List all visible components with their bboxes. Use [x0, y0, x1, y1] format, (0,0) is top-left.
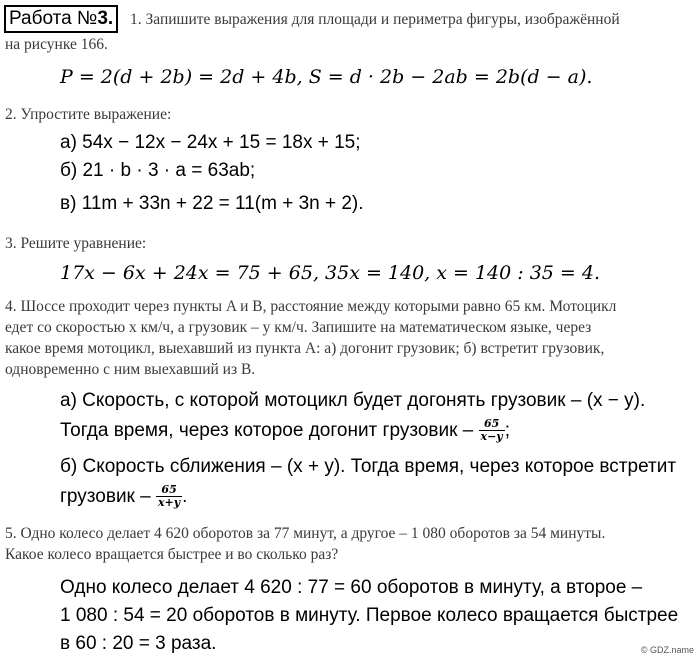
answer-5-line-2: 1 080 : 54 = 20 оборотов в минуту. Первое колесо вращается быстрее — [60, 605, 679, 626]
task-5-line-2: Какое колесо вращается быстрее и во сколько раз? — [5, 546, 339, 563]
answer-2b: б) 21 · b · 3 · a = 63ab; — [60, 160, 256, 181]
task-1-text-cont: на рисунке 166. — [5, 36, 108, 53]
work-title: Работа №3. — [4, 5, 118, 33]
answer-4-line-1: а) Скорость, с которой мотоцикл будет догонять грузовик – (x − y). — [60, 390, 646, 411]
task-1-text: 1. Запишите выражения для площади и периметра фигуры, изображённой — [130, 11, 620, 28]
fraction-catch-up: $\frac{65}{x-y}$ — [480, 417, 503, 444]
task-2-text: 2. Упростите выражение: — [5, 106, 172, 123]
answer-1: P = 2(d + 2b) = 2d + 4b, S = d · 2b − 2ab = 2b(d − a). — [60, 66, 593, 88]
task-4-line-3: какое время мотоцикл, выехавший из пункта A: а) догонит грузовик; б) встретит грузовик, — [5, 340, 605, 357]
answer-5-line-3: в 60 : 20 = 3 раза. — [60, 633, 217, 654]
answer-4-line-2: Тогда время, через которое догонит грузовик – $\frac{65}{x-y}$ ; — [60, 417, 510, 444]
answer-3: 17x − 6x + 24x = 75 + 65, 35x = 140, x = 140 : 35 = 4. — [60, 262, 601, 284]
task-5-line-1: 5. Одно колесо делает 4 620 оборотов за 77 минут, а другое – 1 080 оборотов за 54 минуты. — [5, 525, 606, 542]
task-4-line-1: 4. Шоссе проходит через пункты A и B, расстояние между которыми равно 65 км. Мотоцикл — [5, 298, 617, 315]
task-4-line-4: одновременно с ним выехавший из B. — [5, 361, 256, 378]
answer-5-line-1: Одно колесо делает 4 620 : 77 = 60 оборотов в минуту, а второе – — [60, 577, 643, 598]
answer-2a: а) 54x − 12x − 24x + 15 = 18x + 15; — [60, 132, 361, 153]
task-3-text: 3. Решите уравнение: — [5, 235, 147, 252]
answer-2c: в) 11m + 33n + 22 = 11(m + 3n + 2). — [60, 193, 364, 214]
fraction-meet: $\frac{65}{x+y}$ — [158, 483, 181, 510]
answer-4-line-4: грузовик – $\frac{65}{x+y}$ . — [60, 483, 188, 510]
answer-4-line-3: б) Скорость сближения – (x + y). Тогда время, через которое встретит — [60, 456, 677, 477]
task-4-line-2: едет со скоростью x км/ч, а грузовик – y км/ч. Запишите на математическом языке, через — [5, 319, 592, 336]
watermark: © GDZ.name — [640, 645, 694, 655]
